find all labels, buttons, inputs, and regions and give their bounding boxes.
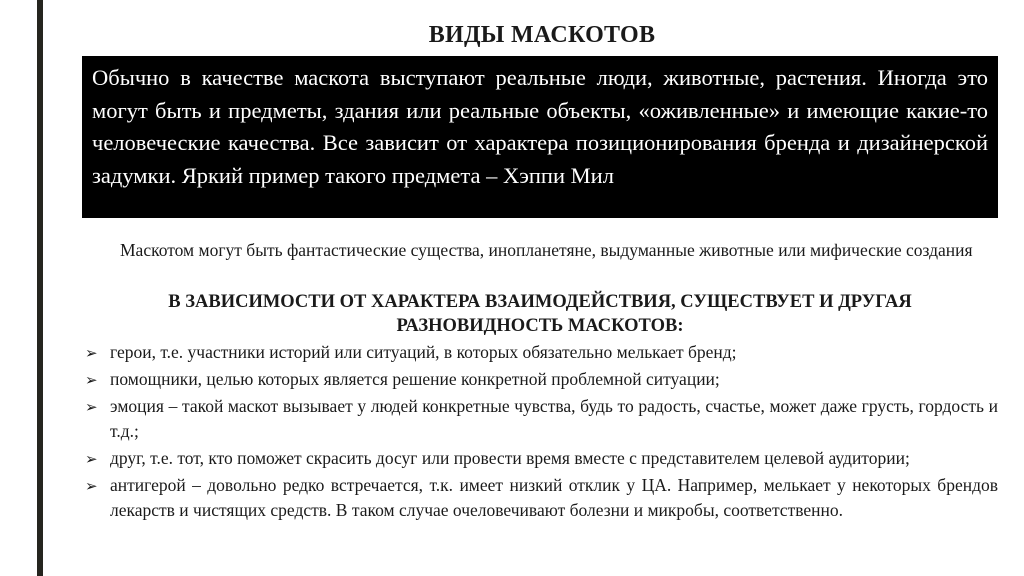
list-item-text: друг, т.е. тот, кто поможет скрасить досуг или провести время вместе с представителем целевой аудитории;	[110, 448, 910, 468]
list-item-text: помощники, целью которых является решение конкретной проблемной ситуации;	[110, 369, 720, 389]
slide-title: ВИДЫ МАСКОТОВ	[428, 22, 656, 48]
list-item-text: антигерой – довольно редко встречается, т.к. имеет низкий отклик у ЦА. Например, мелькает у некоторых брендов лекарств и чистящих средств. В таком случае очеловечивают болезни и микробы, соответственно.	[110, 475, 998, 520]
section-heading: В ЗАВИСИМОСТИ ОТ ХАРАКТЕРА ВЗАИМОДЕЙСТВИЯ, СУЩЕСТВУЕТ И ДРУГАЯ РАЗНОВИДНОСТЬ МАСКОТОВ:	[168, 292, 912, 336]
list-item	[82, 340, 998, 365]
bullet-list	[82, 340, 998, 525]
arrow-bullet-icon: ➢	[85, 344, 98, 362]
body-paragraph: Маскотом могут быть фантастические существа, инопланетяне, выдуманные животные или мифические создания	[120, 240, 973, 260]
arrow-bullet-icon: ➢	[85, 398, 98, 416]
arrow-bullet-icon: ➢	[85, 477, 98, 495]
list-item	[82, 367, 998, 392]
list-item	[82, 446, 998, 471]
arrow-bullet-icon: ➢	[85, 450, 98, 468]
list-item	[82, 394, 998, 444]
list-item	[82, 473, 998, 523]
left-accent-bar	[37, 0, 43, 576]
arrow-bullet-icon: ➢	[85, 371, 98, 389]
list-item-text: эмоция – такой маскот вызывает у людей конкретные чувства, будь то радость, счастье, может даже грусть, гордость и т.д.;	[110, 396, 998, 441]
list-item-text: герои, т.е. участники историй или ситуаций, в которых обязательно мелькает бренд;	[110, 342, 737, 362]
intro-text-box: Обычно в качестве маскота выступают реальные люди, животные, растения. Иногда это могут быть и предметы, здания или реальные объекты, «оживленные» и имеющие какие-то человеческие качества. Все зависит от характера позиционирования бренда и дизайнерской задумки. Яркий пример такого предмета – Хэппи Мил	[82, 56, 998, 218]
